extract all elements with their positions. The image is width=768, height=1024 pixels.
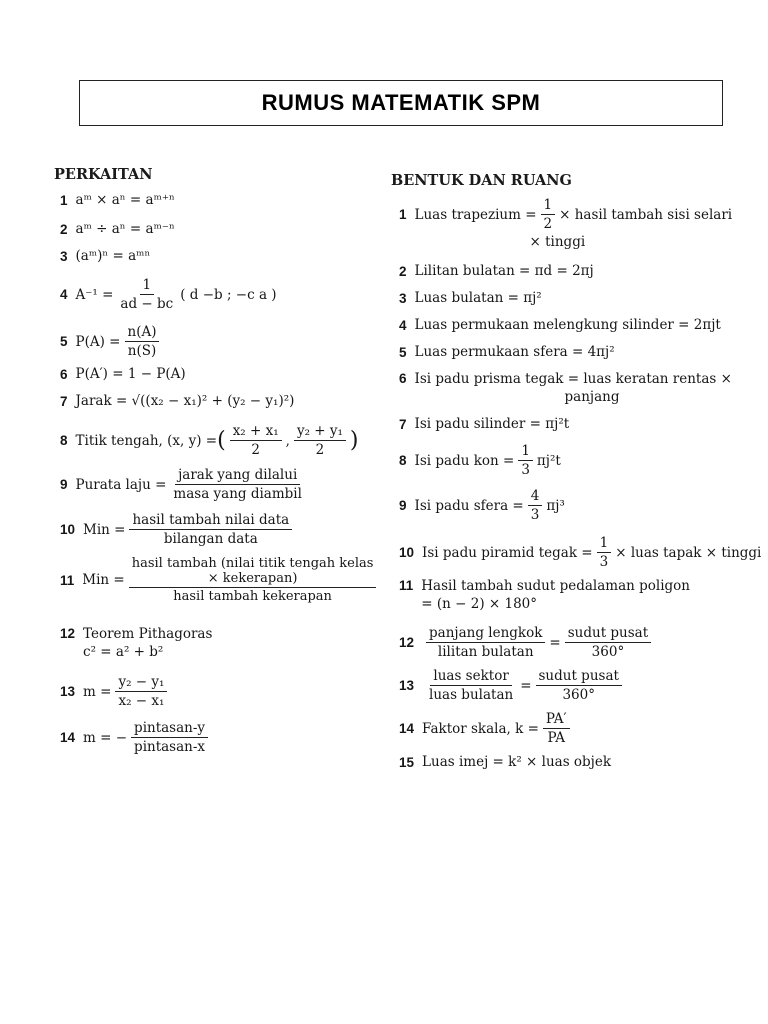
section-heading-perkaitan: PERKAITAN <box>54 166 153 183</box>
fraction: $\frac{n(A)}{n(S)}$ <box>125 324 160 359</box>
fraction: $\frac{4}{3}$ <box>528 488 543 523</box>
formula-item: 12 $\frac{\text{panjang lengkok}}{\text{lilitan bulatan}}$ = $\frac{\text{sudut pusat}}{360^\circ}$ <box>399 625 655 660</box>
section-heading-bentuk-dan-ruang: BENTUK DAN RUANG <box>391 172 572 189</box>
formula-item: 9 Purata laju = $\frac{\text{jarak yang dilalui}}{\text{masa yang diambil}}$ <box>60 467 309 502</box>
fraction: $\frac{1}{3}$ <box>518 443 533 478</box>
formula-item: 6 Isi padu prisma tegak = luas keratan rentas × panjang <box>399 371 732 405</box>
formula-item: 5 P(A) = $\frac{n(A)}{n(S)}$ <box>60 324 163 359</box>
fraction: $\frac{\text{y₂ + y₁}}{2}$ <box>294 423 346 458</box>
formula-item: 3 (aᵐ)ⁿ = aᵐⁿ <box>60 248 151 264</box>
fraction: $\frac{\text{hasil tambah nilai data}}{\text{bilangan data}}$ <box>129 512 292 547</box>
formula-item: 6 P(A′) = 1 − P(A) <box>60 366 186 382</box>
formula-item: 2 aᵐ ÷ aⁿ = aᵐ⁻ⁿ <box>60 221 175 237</box>
fraction: $\frac{\text{panjang lengkok}}{\text{lilitan bulatan}}$ <box>426 625 545 660</box>
formula-item: 10 Isi padu piramid tegak = $\frac{1}{3}$ × luas tapak × tinggi <box>399 535 762 570</box>
formula-item: 14 m = − $\frac{\text{pintasan-y}}{\text{pintasan-x}}$ <box>60 720 212 755</box>
formula-item: 7 Isi padu silinder = πj²t <box>399 416 570 432</box>
fraction: $\frac{1}{2}$ <box>541 197 556 232</box>
formula-item: 13 $\frac{\text{luas sektor}}{\text{luas bulatan}}$ = $\frac{\text{sudut pusat}}{360^\circ}$ <box>399 668 626 703</box>
page-title: RUMUS MATEMATIK SPM <box>261 90 541 115</box>
formula-item: 1 aᵐ × aⁿ = aᵐ⁺ⁿ <box>60 192 175 208</box>
formula-item: 3 Luas bulatan = πj² <box>399 290 542 306</box>
formula-item: 4 A⁻¹ = $\frac{1}{ad - bc}$ ( d −b ; −c a ) <box>60 277 277 312</box>
formula-item: 1 Luas trapezium = $\frac{1}{2}$ × hasil tambah sisi selari × tinggi <box>399 197 733 250</box>
formula-item: 4 Luas permukaan melengkung silinder = 2πjt <box>399 317 721 333</box>
formula-item: 5 Luas permukaan sfera = 4πj² <box>399 344 615 360</box>
formula-item: 14 Faktor skala, k = $\frac{PA'}{PA}$ <box>399 711 574 746</box>
formula-item: 12 Teorem Pithagoras c² = a² + b² <box>60 626 213 660</box>
fraction: $\frac{PA'}{PA}$ <box>543 711 570 746</box>
fraction: $\frac{\text{x₂ + x₁}}{2}$ <box>230 423 282 458</box>
fraction: $\frac{1}{ad - bc}$ <box>120 277 174 312</box>
fraction: $\frac{\text{pintasan-y}}{\text{pintasan-x}}$ <box>131 720 208 755</box>
fraction: $\frac{\text{sudut pusat}}{360^\circ}$ <box>565 625 651 660</box>
fraction: $\frac{\text{y₂ − y₁}}{\text{x₂ − x₁}}$ <box>115 674 167 709</box>
fraction: $\frac{1}{3}$ <box>597 535 612 570</box>
formula-item: 13 m = $\frac{\text{y₂ − y₁}}{\text{x₂ − x₁}}$ <box>60 674 171 709</box>
fraction: $\frac{\text{sudut pusat}}{360^\circ}$ <box>536 668 622 703</box>
formula-item: 2 Lilitan bulatan = πd = 2πj <box>399 263 594 279</box>
fraction: hasil tambah (nilai titik tengah kelas × kekerapan) hasil tambah kekerapan <box>129 556 377 604</box>
formula-item: 11 Min = hasil tambah (nilai titik tengah kelas × kekerapan) hasil tambah kekerapan <box>60 556 380 604</box>
formula-item: 10 Min = $\frac{\text{hasil tambah nilai data}}{\text{bilangan data}}$ <box>60 512 296 547</box>
formula-item: 15 Luas imej = k² × luas objek <box>399 754 612 770</box>
formula-item: 8 Isi padu kon = $\frac{1}{3}$ πj²t <box>399 443 561 478</box>
formula-item: 9 Isi padu sfera = $\frac{4}{3}$ πj³ <box>399 488 565 523</box>
fraction: $\frac{\text{luas sektor}}{\text{luas bulatan}}$ <box>429 668 514 703</box>
title-box <box>79 80 723 126</box>
formula-item: 7 Jarak = √((x₂ − x₁)² + (y₂ − y₁)²) <box>60 393 295 409</box>
formula-item: 11 Hasil tambah sudut pedalaman poligon = (n − 2) × 180° <box>399 578 690 612</box>
fraction: $\frac{\text{jarak yang dilalui}}{\text{masa yang diambil}}$ <box>173 467 302 502</box>
formula-item: 8 Titik tengah, (x, y) = ( $\frac{\text{x₂ + x₁}}{2}$ , $\frac{\text{y₂ + y₁}}{2}$ ) <box>60 423 359 458</box>
